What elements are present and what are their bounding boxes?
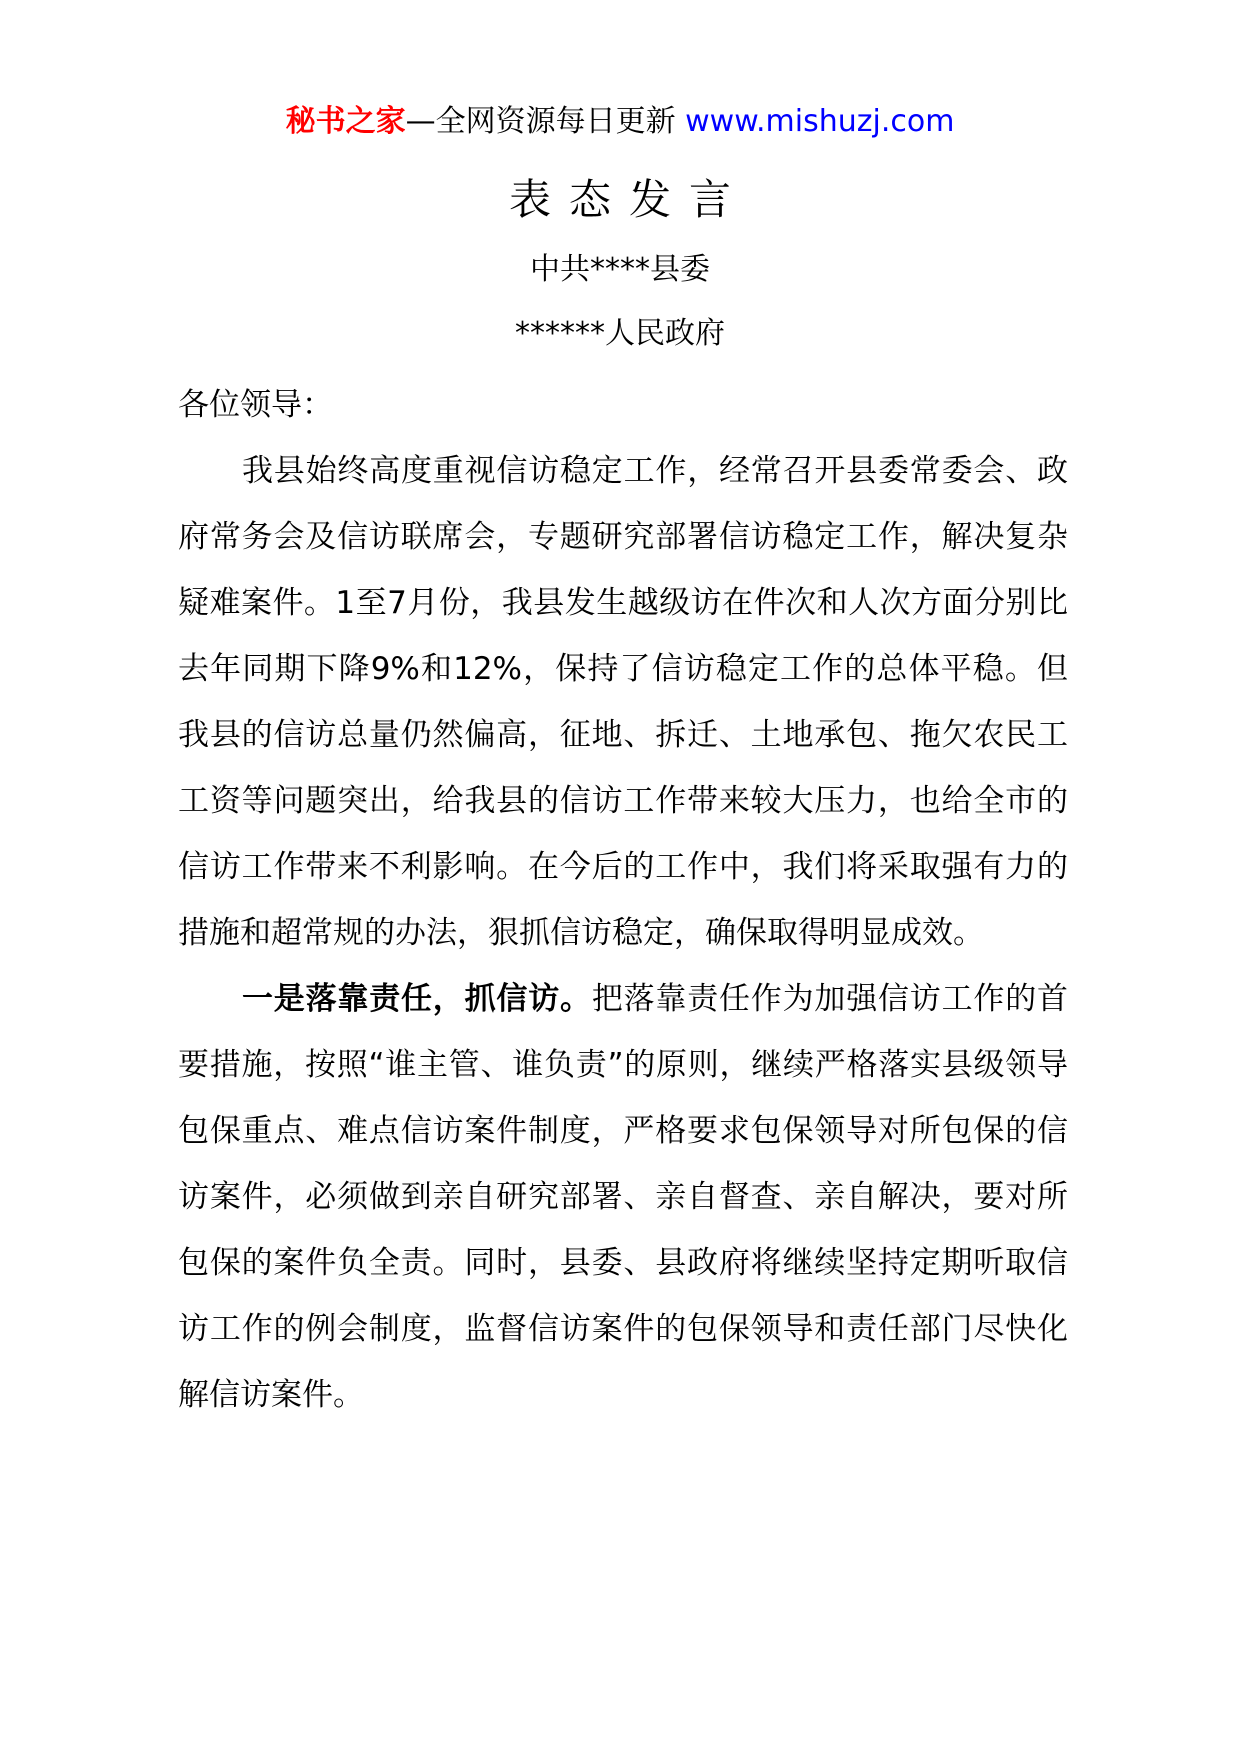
paragraph-text: 我县始终高度重视信访稳定工作，经常召开县委常委会、政府常务会及信访联席会，专题研究部署信访稳定工作，解决复杂疑难案件。1至7月份，我县发生越级访在件次和人次方面分别比去年同期下降9%和12%，保持了信访稳定工作的总体平稳。但我县的信访总量仍然偏高，征地、拆迁、土地承包、拖欠农民工工资等问题突出，给我县的信访工作带来较大压力，也给全市的信访工作带来不利影响。在今后的工作中，我们将采取强有力的措施和超常规的办法，狠抓信访稳定，确保取得明显成效。 [178, 453, 1068, 951]
salutation: 各位领导： [178, 387, 333, 423]
brand-name: 秘书之家 [285, 104, 406, 139]
document-body [178, 372, 1068, 1428]
paragraph-intro [178, 438, 1068, 966]
paragraph-text: 把落靠责任作为加强信访工作的首要措施，按照“谁主管、谁负责”的原则，继续严格落实县级领导包保重点、难点信访案件制度，严格要求包保领导对所包保的信访案件，必须做到亲自研究部署、亲自督查、亲自解决，要对所包保的案件负全责。同时，县委、县政府将继续坚持定期听取信访工作的例会制度，监督信访案件的包保领导和责任部门尽快化解信访案件。 [178, 981, 1069, 1413]
site-url-link[interactable]: www.mishuzj.com [685, 104, 955, 139]
header-tagline: —全网资源每日更新 [405, 104, 686, 139]
paragraph-lead: 一是落靠责任，抓信访。 [242, 981, 592, 1017]
site-header [0, 100, 1240, 144]
issuing-org-government: ******人民政府 [515, 316, 725, 351]
issuing-org-party: 中共****县委 [530, 252, 710, 287]
paragraph-point-one [178, 966, 1068, 1428]
document-title: 表态发言 [508, 175, 749, 224]
